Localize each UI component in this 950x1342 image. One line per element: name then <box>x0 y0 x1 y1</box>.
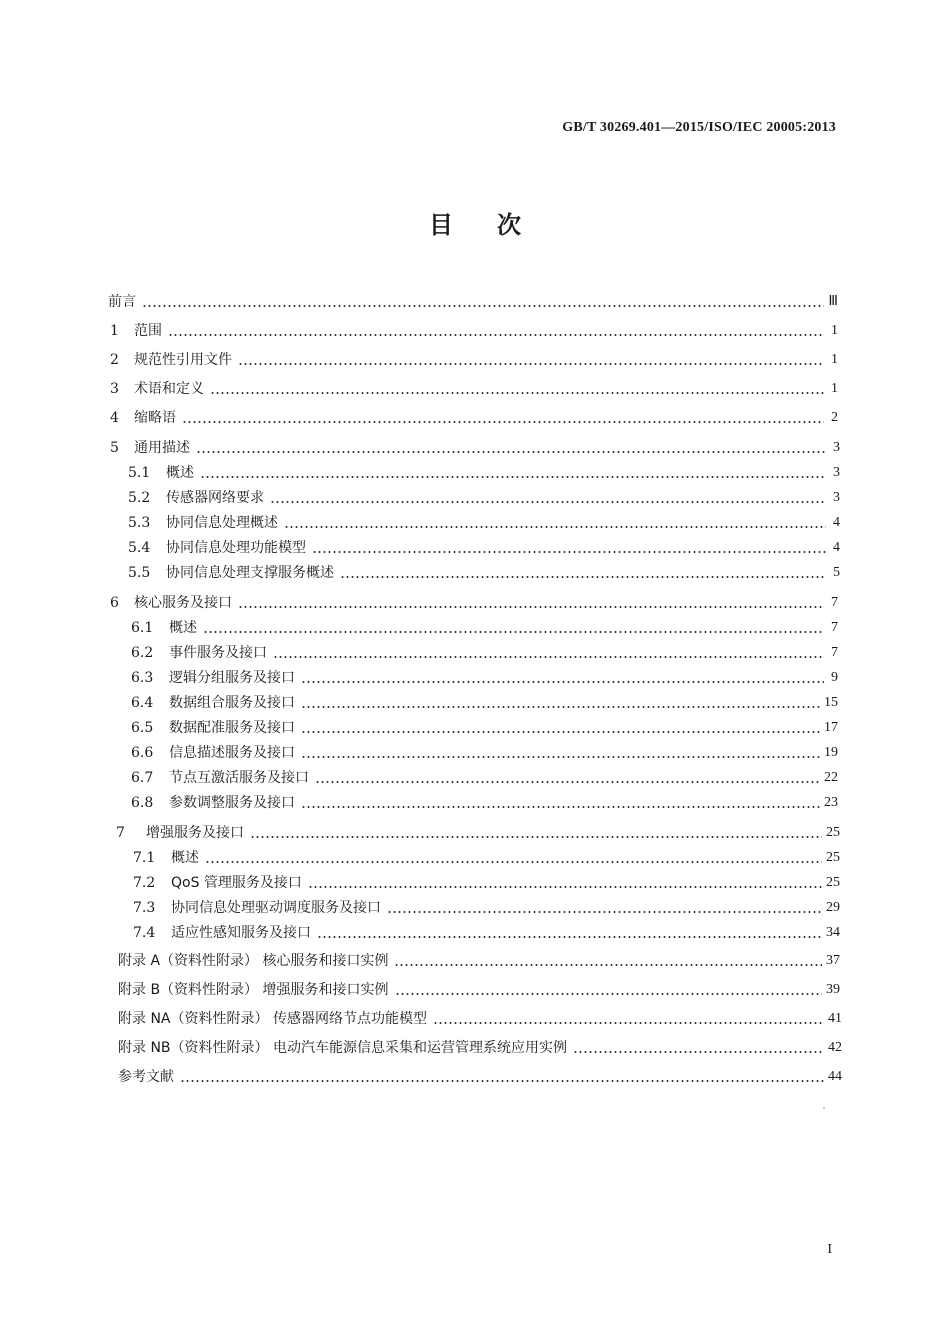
toc-entry-number: 6.6 <box>131 745 154 761</box>
toc-entry-label: 通用描述 <box>134 440 190 456</box>
toc-entry-number: 1 <box>110 323 119 339</box>
dot-leader <box>180 1080 824 1082</box>
toc-entry[interactable] <box>118 981 840 999</box>
toc-entry[interactable] <box>131 794 838 812</box>
toc-entry-number: 7.4 <box>133 925 156 941</box>
dot-leader <box>308 886 822 888</box>
dot-leader <box>270 501 826 503</box>
toc-entry-page: 4 <box>833 515 840 530</box>
toc-entry-page: 23 <box>824 795 838 810</box>
toc-entry-label: 附录 NB（资料性附录） 电动汽车能源信息采集和运营管理系统应用实例 <box>118 1040 567 1056</box>
toc-entry-label: 协同信息处理功能模型 <box>166 540 306 556</box>
toc-entry[interactable] <box>110 439 840 457</box>
toc-entry-number: 6.1 <box>131 620 154 636</box>
toc-entry-label: 附录 NA（资料性附录） 传感器网络节点功能模型 <box>118 1011 427 1027</box>
toc-entry[interactable] <box>133 899 840 917</box>
toc-entry-label: 参考文献 <box>118 1069 174 1085</box>
toc-entry-number: 5.2 <box>128 490 151 506</box>
toc-entry[interactable] <box>131 744 838 762</box>
toc-entry-label: 概述 <box>171 850 199 866</box>
toc-entry-page: 37 <box>826 953 840 968</box>
dot-leader <box>340 576 826 578</box>
toc-entry-number: 5.5 <box>128 565 151 581</box>
dot-leader <box>210 392 824 394</box>
toc-entry-label: 数据组合服务及接口 <box>169 695 295 711</box>
toc-entry-page: 1 <box>831 352 838 367</box>
toc-entry-label: 参数调整服务及接口 <box>169 795 295 811</box>
toc-entry[interactable] <box>110 322 838 340</box>
toc-entry[interactable] <box>128 564 840 582</box>
toc-entry-page: 3 <box>833 465 840 480</box>
dot-leader <box>273 656 824 658</box>
toc-entry-number: 7.3 <box>133 900 156 916</box>
toc-entry-label: 传感器网络要求 <box>166 490 264 506</box>
dot-leader <box>301 806 820 808</box>
toc-entry-number: 7.2 <box>133 875 156 891</box>
toc-entry-page: 15 <box>824 695 838 710</box>
toc-entry-page: 22 <box>824 770 838 785</box>
toc-entry-number: 2 <box>110 352 119 368</box>
toc-entry-label: 协同信息处理概述 <box>166 515 278 531</box>
dot-leader <box>301 731 820 733</box>
toc-entry-page: 25 <box>826 850 840 865</box>
toc-entry-label: 增强服务及接口 <box>146 825 244 841</box>
dot-leader <box>387 911 822 913</box>
toc-entry[interactable] <box>110 380 838 398</box>
toc-entry-page: 3 <box>833 440 840 455</box>
toc-entry[interactable] <box>133 874 840 892</box>
page-number: I <box>827 1242 832 1257</box>
toc-entry-label: QoS 管理服务及接口 <box>171 875 302 891</box>
dot-leader <box>284 526 826 528</box>
toc-entry-page: 39 <box>826 982 840 997</box>
toc-entry[interactable] <box>131 694 838 712</box>
toc-entry[interactable] <box>133 849 840 867</box>
toc-entry-number: 4 <box>110 410 119 426</box>
toc-entry-page: 34 <box>826 925 840 940</box>
dot-leader <box>196 451 826 453</box>
toc-entry-label: 范围 <box>134 323 162 339</box>
dot-leader <box>315 781 820 783</box>
toc-entry-page: 7 <box>831 595 838 610</box>
dot-leader <box>395 993 822 995</box>
toc-entry-page: 2 <box>831 410 838 425</box>
toc-entry-page: 44 <box>828 1069 842 1084</box>
toc-entry-page: 1 <box>831 323 838 338</box>
toc-entry[interactable] <box>118 1068 842 1086</box>
toc-entry-page: 1 <box>831 381 838 396</box>
dot-leader <box>301 681 824 683</box>
toc-entry-page: 9 <box>831 670 838 685</box>
toc-entry-page: 25 <box>826 875 840 890</box>
toc-entry[interactable] <box>118 952 840 970</box>
toc-entry-label: 术语和定义 <box>134 381 204 397</box>
dot-leader <box>168 334 824 336</box>
toc-entry-label: 核心服务及接口 <box>134 595 232 611</box>
toc-entry-page: 25 <box>826 825 840 840</box>
toc-entry-number: 5.3 <box>128 515 151 531</box>
toc-entry-label: 节点互激活服务及接口 <box>169 770 309 786</box>
toc-entry-label: 规范性引用文件 <box>134 352 232 368</box>
toc-entry[interactable] <box>128 464 840 482</box>
toc-entry[interactable] <box>133 924 840 942</box>
toc-entry[interactable] <box>131 644 838 662</box>
toc-entry-number: 6 <box>110 595 119 611</box>
toc-entry-label: 协同信息处理支撑服务概述 <box>166 565 334 581</box>
toc-entry-page: 29 <box>826 900 840 915</box>
toc-entry[interactable] <box>128 514 840 532</box>
toc-entry[interactable] <box>110 409 838 427</box>
toc-entry-number: 5 <box>110 440 119 456</box>
toc-entry[interactable] <box>110 351 838 369</box>
toc-entry-number: 6.2 <box>131 645 154 661</box>
toc-entry-number: 6.4 <box>131 695 154 711</box>
dot-leader <box>433 1022 824 1024</box>
toc-entry-label: 概述 <box>169 620 197 636</box>
toc-entry-label: 数据配准服务及接口 <box>169 720 295 736</box>
toc-entry-number: 6.5 <box>131 720 154 736</box>
toc-entry-page: Ⅲ <box>828 294 838 309</box>
toc-entry-label: 前言 <box>108 294 136 310</box>
toc-entry[interactable] <box>118 1010 842 1028</box>
standard-code-header: GB/T 30269.401—2015/ISO/IEC 20005:2013 <box>562 120 836 135</box>
toc-title: 目次 <box>429 211 565 239</box>
toc-entry-label: 概述 <box>166 465 194 481</box>
toc-entry-number: 7.1 <box>133 850 156 866</box>
toc-entry-number: 5.1 <box>128 465 151 481</box>
toc-entry-page: 42 <box>828 1040 842 1055</box>
toc-entry-number: 6.8 <box>131 795 154 811</box>
toc-entry-label: 缩略语 <box>134 410 176 426</box>
dot-leader <box>238 606 824 608</box>
toc-entry-label: 信息描述服务及接口 <box>169 745 295 761</box>
toc-entry-label: 附录 A（资料性附录） 核心服务和接口实例 <box>118 953 389 969</box>
dot-leader <box>301 706 820 708</box>
toc-entry-page: 7 <box>831 620 838 635</box>
toc-entry-label: 协同信息处理驱动调度服务及接口 <box>171 900 381 916</box>
toc-entry-label: 逻辑分组服务及接口 <box>169 670 295 686</box>
toc-entry-page: 3 <box>833 490 840 505</box>
toc-entry-number: 6.3 <box>131 670 154 686</box>
toc-entry[interactable] <box>131 769 838 787</box>
toc-entry-number: 3 <box>110 381 119 397</box>
toc-entry-label: 适应性感知服务及接口 <box>171 925 311 941</box>
dot-leader <box>238 363 824 365</box>
toc-entry[interactable] <box>131 719 838 737</box>
toc-entry-page: 17 <box>824 720 838 735</box>
toc-entry[interactable] <box>116 824 840 842</box>
dot-leader <box>182 421 824 423</box>
dot-leader <box>573 1051 824 1053</box>
dot-leader <box>205 861 822 863</box>
toc-entry[interactable] <box>118 1039 842 1057</box>
toc-entry-number: 7 <box>116 825 125 841</box>
toc-entry[interactable] <box>110 594 838 612</box>
dot-leader <box>200 476 826 478</box>
dot-leader <box>394 964 822 966</box>
toc-entry-label: 事件服务及接口 <box>169 645 267 661</box>
toc-entry[interactable] <box>131 619 838 637</box>
scan-speck <box>823 1107 825 1109</box>
toc-entry-page: 19 <box>824 745 838 760</box>
toc-entry-number: 5.4 <box>128 540 151 556</box>
toc-entry[interactable] <box>108 293 838 311</box>
toc-entry-label: 附录 B（资料性附录） 增强服务和接口实例 <box>118 982 389 998</box>
dot-leader <box>312 551 826 553</box>
toc-entry-number: 6.7 <box>131 770 154 786</box>
dot-leader <box>203 631 824 633</box>
toc-entry-page: 7 <box>831 645 838 660</box>
toc-entry[interactable] <box>131 669 838 687</box>
toc-entry-page: 5 <box>833 565 840 580</box>
toc-entry-page: 4 <box>833 540 840 555</box>
dot-leader <box>250 836 822 838</box>
dot-leader <box>301 756 820 758</box>
toc-entry[interactable] <box>128 539 840 557</box>
dot-leader <box>317 936 822 938</box>
toc-entry[interactable] <box>128 489 840 507</box>
toc-entry-page: 41 <box>828 1011 842 1026</box>
dot-leader <box>142 305 824 307</box>
